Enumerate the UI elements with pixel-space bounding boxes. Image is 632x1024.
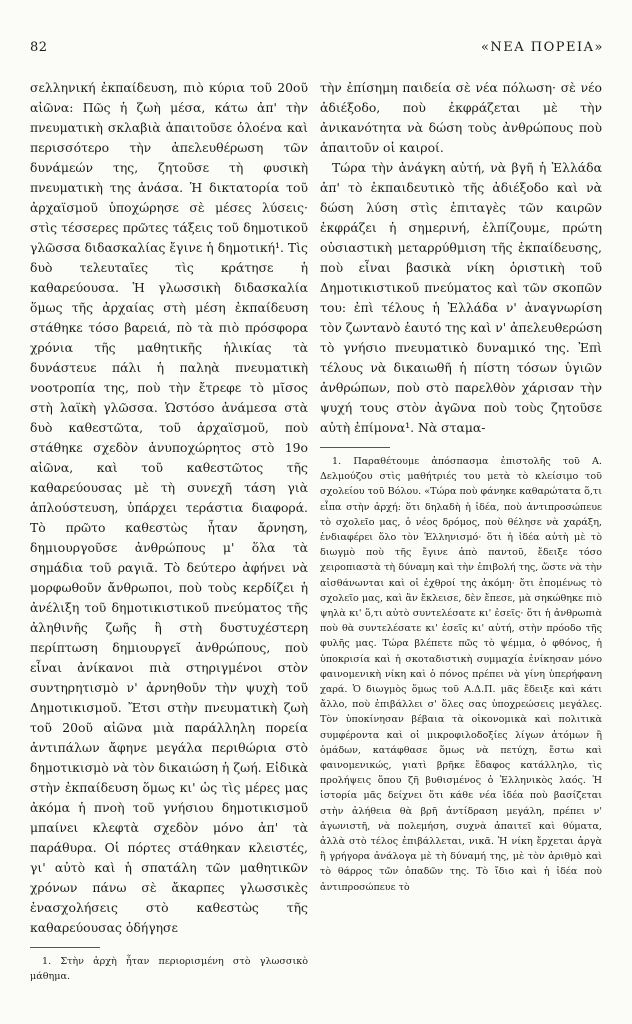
right-body-paragraph-1: τὴν ἐπίσημη παιδεία σὲ νέα πόλωση· σὲ νέο ἀδιέξοδο, ποὺ ἐκφράζεται μὲ τὴν ἀνικανότητα νὰ δώση τοὺς ἀνθρώπους ποὺ ἀπαιτοῦν οἱ καιροί. — [320, 80, 602, 155]
page-number: 82 — [30, 40, 48, 55]
journal-title: «ΝΕΑ ΠΟΡΕΙΑ» — [480, 40, 604, 55]
footnote-rule — [30, 947, 100, 948]
left-body-text: σελληνική ἐκπαίδευση, πιὸ κύρια τοῦ 20οῦ αἰῶνα: Πῶς ἡ ζωὴ μέσα, κάτω ἀπ' τὴν πνευματικὴ σκλαβιὰ ἀπαιτοῦσε ὁλοένα καὶ περισσότερο τὴν ἀπελευθέρωση τῶν δυνάμεών της, ζητοῦσε τὴ φυσικὴ πνευματικὴ της ἀνάσα. Ἡ δικτατορία τοῦ ἀρχαϊσμοῦ ὑποχώρησε σὲ μέσες λύσεις· στὶς τέσσερες πρῶτες τάξεις τοῦ δημοτικοῦ γλῶσσα διδασκαλίας ἔγινε ἡ δημοτική¹. Τὶς δυὸ τελευταῖες τὶς κράτησε ἡ καθαρεύουσα. Ἡ γλωσσικὴ διδασκαλία ὅμως τῆς ἀρχαίας στὴ μέση ἐκπαίδευση στάθηκε τόσο βαρειά, πὸ τὰ πιὸ πρόσφορα χρόνια τῆς μαθητικῆς ἡλικίας τὰ δυνάστευε πάλι ἡ παληὰ πνευματικὴ νοοτροπία της, ποὺ τὴν ἔτρεφε τὸ μῖσος στὴ λαϊκὴ γλῶσσα. Ὡστόσο ἀνάμεσα στὰ δυὸ καθεστῶτα, τοῦ ἀρχαϊσμοῦ, ποὺ στάθηκε σχεδὸν ἀνυποχώρητος στὸ 19ο αἰῶνα, καὶ τοῦ καθεστῶτος τῆς καθαρεύουσας μὲ τὴ συνεχῆ τάση γιὰ ἁπλούστευση, ὑπάρχει τεράστια διαφορά. Τὸ πρῶτο καθεστὼς ἦταν ἄρνηση, δημιουργοῦσε ἀνθρώπους μ' ὅλα τὰ σημάδια τοῦ ραγιᾶ. Τὸ δεύτερο ἀφήνει νὰ μορφωθοῦν ἄνθρωποι, ποὺ τοὺς κερδίζει ἡ ἀνέλιξη τοῦ δημοτικιστικοῦ πνεύματος τῆς ἀληθινῆς ζωῆς ἢ στὴ δυστυχέστερη περίπτωση δημιουργεῖ ἀνθρώπους, ποὺ εἶναι ἀνίκανοι πιὰ στηριγμένοι στὸν συντηρητισμὸ ν' ἀρνηθοῦν τὴν ψυχὴ τοῦ Δημοτικισμοῦ. Ἔτσι στὴν πνευματικὴ ζωὴ τοῦ 20οῦ αἰῶνα μιὰ παράλληλη πορεία ἀντιπάλων ἄφηνε μεγάλα περιθώρια στὸ δημοτικισμὸ νὰ τὸν δικαιώση ἡ ζωή. Εἰδικὰ στὴν ἐκπαίδευση ὅμως κι' ὡς τὶς μέρες μας ἀκόμα ἡ πνοὴ τοῦ γνήσιου δημοτικισμοῦ μπαίνει κλεφτὰ σχεδὸν μόνο ἀπ' τὰ παράθυρα. Οἱ πόρτες στάθηκαν κλειστές, γι' αὐτὸ καὶ ἡ σπατάλη τῶν μαθητικῶν χρόνων πάνω σὲ ἄκαρπες γλωσσικὲς ἐνασχολήσεις στὸ καθεστὼς τῆς καθαρεύουσας ὁδήγησε — [30, 80, 308, 935]
footnote-rule — [320, 447, 390, 448]
right-body-paragraph-2: Τώρα τὴν ἀνάγκη αὐτή, νὰ βγῆ ἡ Ἑλλάδα ἀπ' τὸ ἐκπαιδευτικὸ τῆς ἀδιέξοδο καὶ νὰ δώση λύση στὶς ἐπιταγὲς τῶν καιρῶν ἐκφράζει ἡ σημερινή, ἐλπίζουμε, πρώτη οὐσιαστικὴ μεταρρύθμιση τῆς ἐκπαίδευσης, ποὺ εἶναι βασικὰ νίκη ὁριστικὴ τοῦ Δημοτικιστικοῦ πνεύματος καὶ τῶν σκοπῶν του: ἐπὶ τέλους ἡ Ἑλλάδα ν' ἀναγνωρίση τὸν ζωντανὸ ἑαυτό της καὶ ν' ἀπελευθερώση τὸ γνήσιο πνευματικὸ δυναμικό της. Ἐπὶ τέλους νὰ δικαιωθῆ ἡ πίστη τόσων ὑγιῶν ἀνθρώπων, ποὺ στὸ παρελθὸν χάρισαν τὴν ψυχή τους στὸν ἀγῶνα ποὺ τοὺς ζητοῦσε αὐτὴ ἐπίμονα¹. Νὰ σταμα- — [320, 160, 602, 435]
left-footnote: 1. Στὴν ἀρχὴ ἦταν περιορισμένη στὸ γλωσσικὸ μάθημα. — [30, 956, 308, 983]
right-footnote: 1. Παραθέτουμε ἀπόσπασμα ἐπιστολῆς τοῦ Α. Δελμούζου στὶς μαθήτριές του μετὰ τὸ κλείσιμο τοῦ σχολείου τοῦ Βόλου. «Τώρα ποὺ φάνηκε καθαρώτατα ὅ,τι εἶπα στὴν ἀρχή: ὅτι δηλαδὴ ἡ ἰδέα, ποὺ ἀντιπροσώπευε τὸ σχολεῖο μας, ὁ νέος δρόμος, ποὺ θέλησε νὰ χαράξη, ἐνδιαφέρει ὅλο τὸν Ἑλληνισμό· ὅτι ἡ ἰδέα αὐτὴ μὲ τὸ διωγμὸ ποὺ τῆς ἔγινε ἀπὸ παντοῦ, ἔδειξε τόσο χειροπιαστὰ τὴ δύναμη καὶ τὴν ἐπιβολή της, ὥστε νὰ τὴν αἰσθάνωνται καὶ οἱ ἐχθροί της ἀκόμη· ὅτι ἐπομένως τὸ σχολεῖο μας, καὶ ἂν ἔκλεισε, δὲν ἔπεσε, μὰ σηκώθηκε πιὸ ψηλὰ κι' ὅ,τι αὐτὸ συντελέσατε κι' ἐσεῖς· ὅτι ἡ ἀνθρωπιὰ ποὺ θὰ συντελέσατε κι' ἐσεῖς κι' αὐτή, στὴν πρόοδο τῆς φυλῆς μας. Τώρα βλέπετε πῶς τὸ ψέμμα, ὁ φθόνος, ἡ ὑποκρισία καὶ ἡ σκοταδιστικὴ συμμαχία ἐνίκησαν μόνο φαινομενικὴ νίκη καὶ ὁ πόνος πρέπει νὰ γίνη ὑπερήφανη χαρά. Ὁ διωγμὸς ὅμως τοῦ Α.Δ.Π. μᾶς ἔδειξε καὶ κάτι ἄλλο, ποὺ ἐπιβάλλει σ' ὅλες σας ὑποχρεώσεις μεγάλες. Τὸν ὑποκίνησαν βέβαια τὰ οἰκονομικὰ καὶ πολιτικὰ συμφέροντα καὶ οἱ μικροφιλοδοξίες λίγων ἀτόμων ἢ ὁμάδων, κατάφθασε ὅμως νὰ πετύχη, ἔστω καὶ φαινομενικώς, γιατὶ βρῆκε ἔδαφος κατάλληλο, τὶς προλήψεις ὅπου ζῆ βυθισμένος ὁ Ἑλληνικὸς λαός. Ἡ ἱστορία μᾶς δείχνει ὅτι κάθε νέα ἰδέα ποὺ βασίζεται στὴν ἀλήθεια θὰ βρῆ ἀντίδραση μεγάλη, πρέπει ν' ἀγωνιστῆ, νὰ πολεμήση, συχνὰ ἀπαιτεῖ καὶ θύματα, ἀλλὰ στὸ τέλος ἐπιβάλλεται, νικᾶ. Ἡ νίκη ἔρχεται ἀργὰ ἢ γρήγορα ἀνάλογα μὲ τὴ δύναμή της, μὲ τὸν ἀριθμὸ καὶ τὸ θάρρος τῶν ὀπαδῶν της. Τὸ ἴδιο καὶ ἡ ἰδέα ποὺ ἀντιπροσώπευε τὸ — [320, 456, 602, 893]
page-header — [30, 40, 604, 66]
left-column — [30, 78, 308, 994]
right-column — [320, 78, 602, 994]
